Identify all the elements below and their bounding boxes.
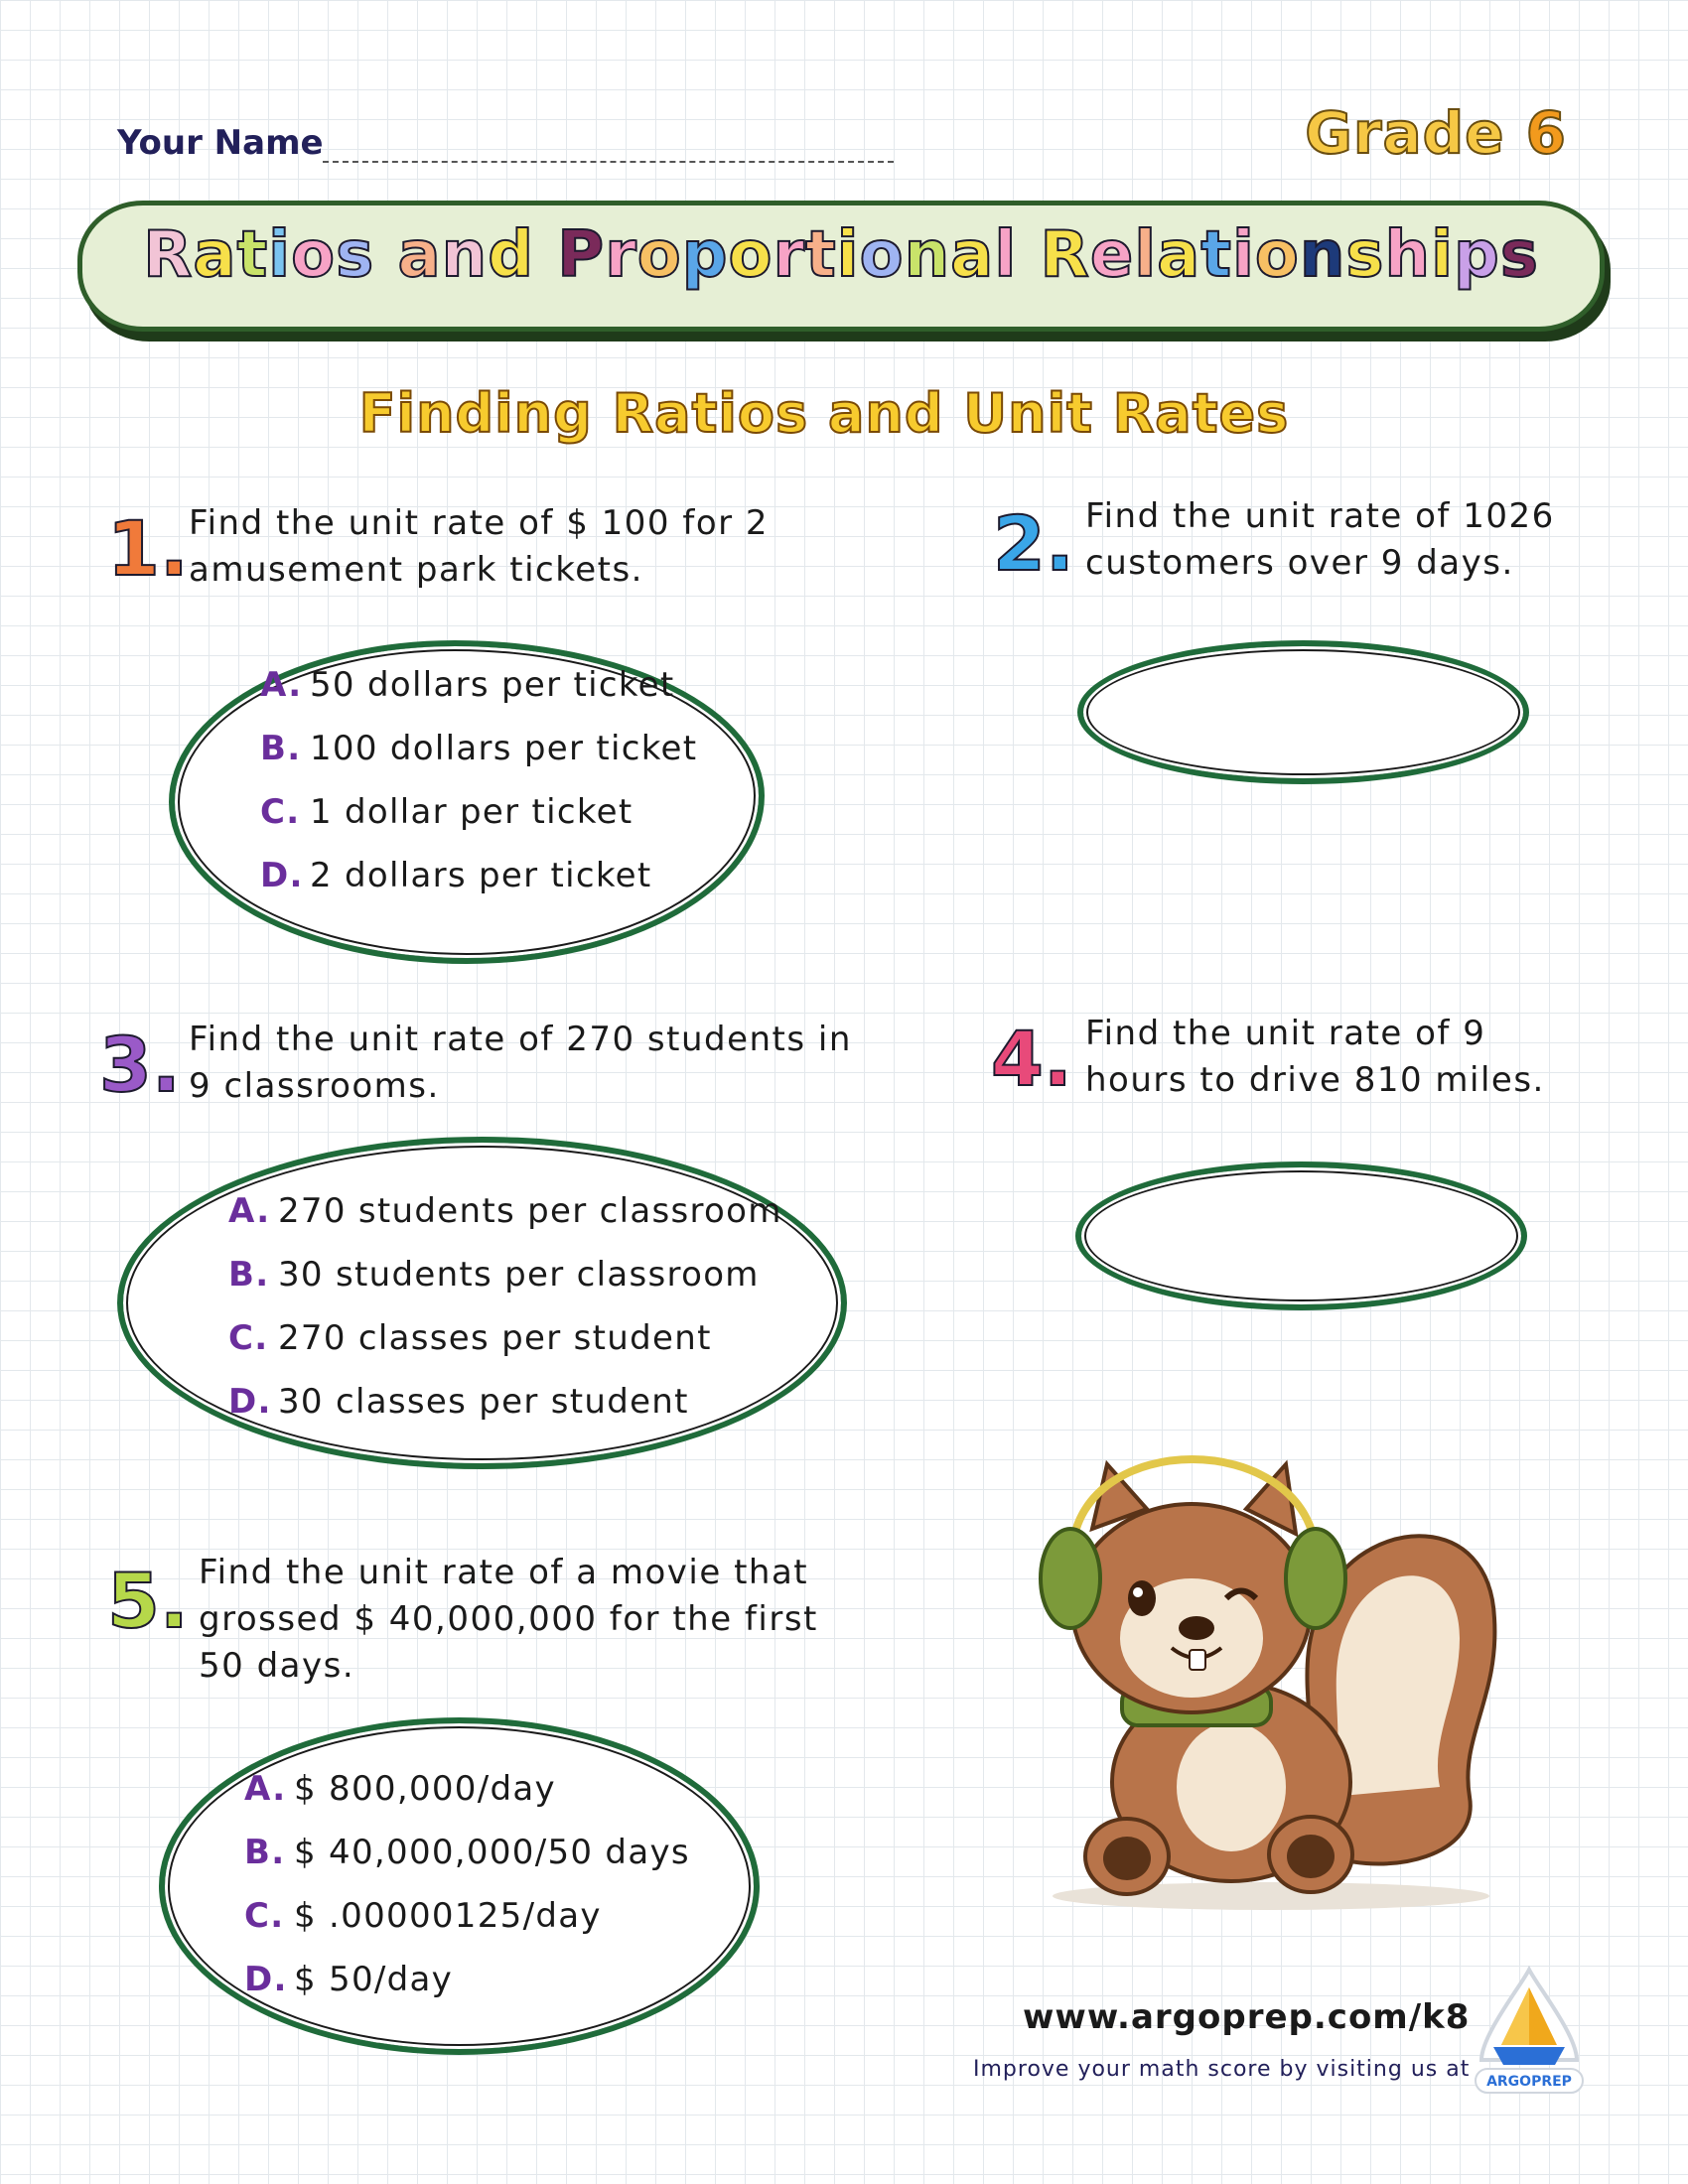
- choice-d[interactable]: [260, 856, 697, 919]
- title-letter: t: [1200, 218, 1232, 292]
- title-letter: i: [1431, 218, 1454, 292]
- title-letter: o: [1254, 218, 1300, 292]
- choice-d[interactable]: [244, 1960, 690, 2023]
- choice-text: 270 classes per student: [278, 1318, 712, 1358]
- title-letter: n: [904, 218, 951, 292]
- title-letter: s: [1345, 218, 1385, 292]
- logo-text: ARGOPREP: [1486, 2074, 1572, 2090]
- question-2-number: 2.: [993, 499, 1074, 588]
- choice-letter: A.: [228, 1191, 271, 1231]
- question-2-text: Find the unit rate of 1026 customers over 9 days.: [1085, 496, 1555, 583]
- title-letter: e: [1089, 218, 1135, 292]
- title-letter: p: [681, 218, 729, 292]
- title-letter: R: [143, 218, 194, 292]
- title-letter: i: [836, 218, 860, 292]
- choice-d[interactable]: [228, 1382, 782, 1445]
- title-letter: n: [1299, 218, 1346, 292]
- choice-text: 30 students per classroom: [278, 1255, 760, 1295]
- title-letter: h: [1384, 218, 1432, 292]
- question-4-answer-box[interactable]: [1075, 1161, 1527, 1310]
- choice-text: 100 dollars per ticket: [310, 729, 698, 768]
- title-letter: i: [1231, 218, 1255, 292]
- choice-text: 50 dollars per ticket: [310, 665, 675, 705]
- choice-c[interactable]: [228, 1318, 782, 1382]
- question-1-choices: [260, 665, 697, 919]
- choice-letter: C.: [260, 792, 301, 832]
- title-letter: a: [1157, 218, 1201, 292]
- question-5-choices: [244, 1769, 690, 2023]
- grade-label: [1305, 99, 1567, 167]
- choice-letter: A.: [260, 665, 303, 705]
- choice-text: $ 50/day: [294, 1960, 454, 1999]
- choice-letter: B.: [228, 1255, 270, 1295]
- question-4-text: Find the unit rate of 9 hours to drive 810 miles.: [1085, 1014, 1545, 1100]
- choice-text: 30 classes per student: [278, 1382, 689, 1422]
- choice-letter: C.: [228, 1318, 269, 1358]
- choice-text: 2 dollars per ticket: [310, 856, 652, 895]
- question-4-number: 4.: [991, 1015, 1072, 1103]
- question-2-answer-box[interactable]: [1077, 640, 1529, 784]
- choice-a[interactable]: [260, 665, 697, 729]
- title-letter: R: [1040, 218, 1090, 292]
- title-letter: s: [336, 218, 375, 292]
- question-1-text: Find the unit rate of $ 100 for 2 amusement park tickets.: [189, 503, 770, 590]
- choice-text: $ .00000125/day: [294, 1896, 602, 1936]
- title-letter: [1017, 218, 1040, 292]
- title-letter: o: [728, 218, 774, 292]
- title-letter: a: [397, 218, 442, 292]
- title-letter: l: [1134, 218, 1158, 292]
- choice-b[interactable]: [260, 729, 697, 792]
- title-letter: [374, 218, 397, 292]
- worksheet-title: [77, 218, 1605, 292]
- name-entry-line[interactable]: [323, 161, 894, 163]
- question-3-text: Find the unit rate of 270 students in 9 classrooms.: [189, 1020, 852, 1106]
- question-3-choices: [228, 1191, 782, 1445]
- website-url-link[interactable]: www.argoprep.com/k8: [1023, 1997, 1471, 2037]
- title-letter: t: [236, 218, 269, 292]
- title-letter: p: [1454, 218, 1500, 292]
- title-letter: o: [291, 218, 337, 292]
- title-letter: t: [805, 218, 837, 292]
- choice-text: 1 dollar per ticket: [310, 792, 633, 832]
- choice-letter: D.: [260, 856, 304, 895]
- squirrel-illustration: [1033, 1439, 1509, 1916]
- title-letter: l: [994, 218, 1018, 292]
- title-letter: n: [441, 218, 489, 292]
- title-letter: o: [636, 218, 682, 292]
- choice-c[interactable]: [260, 792, 697, 856]
- choice-letter: A.: [244, 1769, 287, 1809]
- title-letter: d: [488, 218, 534, 292]
- title-letter: a: [950, 218, 995, 292]
- title-letter: r: [773, 218, 806, 292]
- title-letter: a: [193, 218, 237, 292]
- choice-text: $ 800,000/day: [294, 1769, 556, 1809]
- worksheet-subtitle: Finding Ratios and Unit Rates: [358, 382, 1290, 445]
- argoprep-logo-icon: [1468, 1966, 1591, 2095]
- choice-b[interactable]: [228, 1255, 782, 1318]
- choice-c[interactable]: [244, 1896, 690, 1960]
- title-letter: o: [859, 218, 905, 292]
- choice-letter: D.: [228, 1382, 272, 1422]
- question-1-number: 1.: [107, 504, 189, 593]
- footer-tagline: Improve your math score by visiting us at: [973, 2057, 1471, 2082]
- choice-letter: B.: [260, 729, 302, 768]
- choice-a[interactable]: [228, 1191, 782, 1255]
- title-letter: i: [268, 218, 292, 292]
- choice-b[interactable]: [244, 1833, 690, 1896]
- choice-letter: B.: [244, 1833, 286, 1872]
- choice-text: $ 40,000,000/50 days: [294, 1833, 690, 1872]
- title-letter: P: [557, 218, 606, 292]
- grade-word: Grade: [1305, 99, 1505, 167]
- title-letter: [534, 218, 557, 292]
- your-name-label: Your Name: [117, 123, 324, 163]
- grade-number: 6: [1525, 99, 1567, 167]
- choice-a[interactable]: [244, 1769, 690, 1833]
- title-letter: s: [1499, 218, 1539, 292]
- question-5-number: 5.: [107, 1557, 189, 1645]
- question-3-number: 3.: [99, 1021, 181, 1109]
- choice-letter: C.: [244, 1896, 285, 1936]
- choice-letter: D.: [244, 1960, 288, 1999]
- title-letter: r: [605, 218, 637, 292]
- question-5-text: Find the unit rate of a movie that grossed $ 40,000,000 for the first 50 days.: [199, 1553, 818, 1686]
- choice-text: 270 students per classroom: [278, 1191, 782, 1231]
